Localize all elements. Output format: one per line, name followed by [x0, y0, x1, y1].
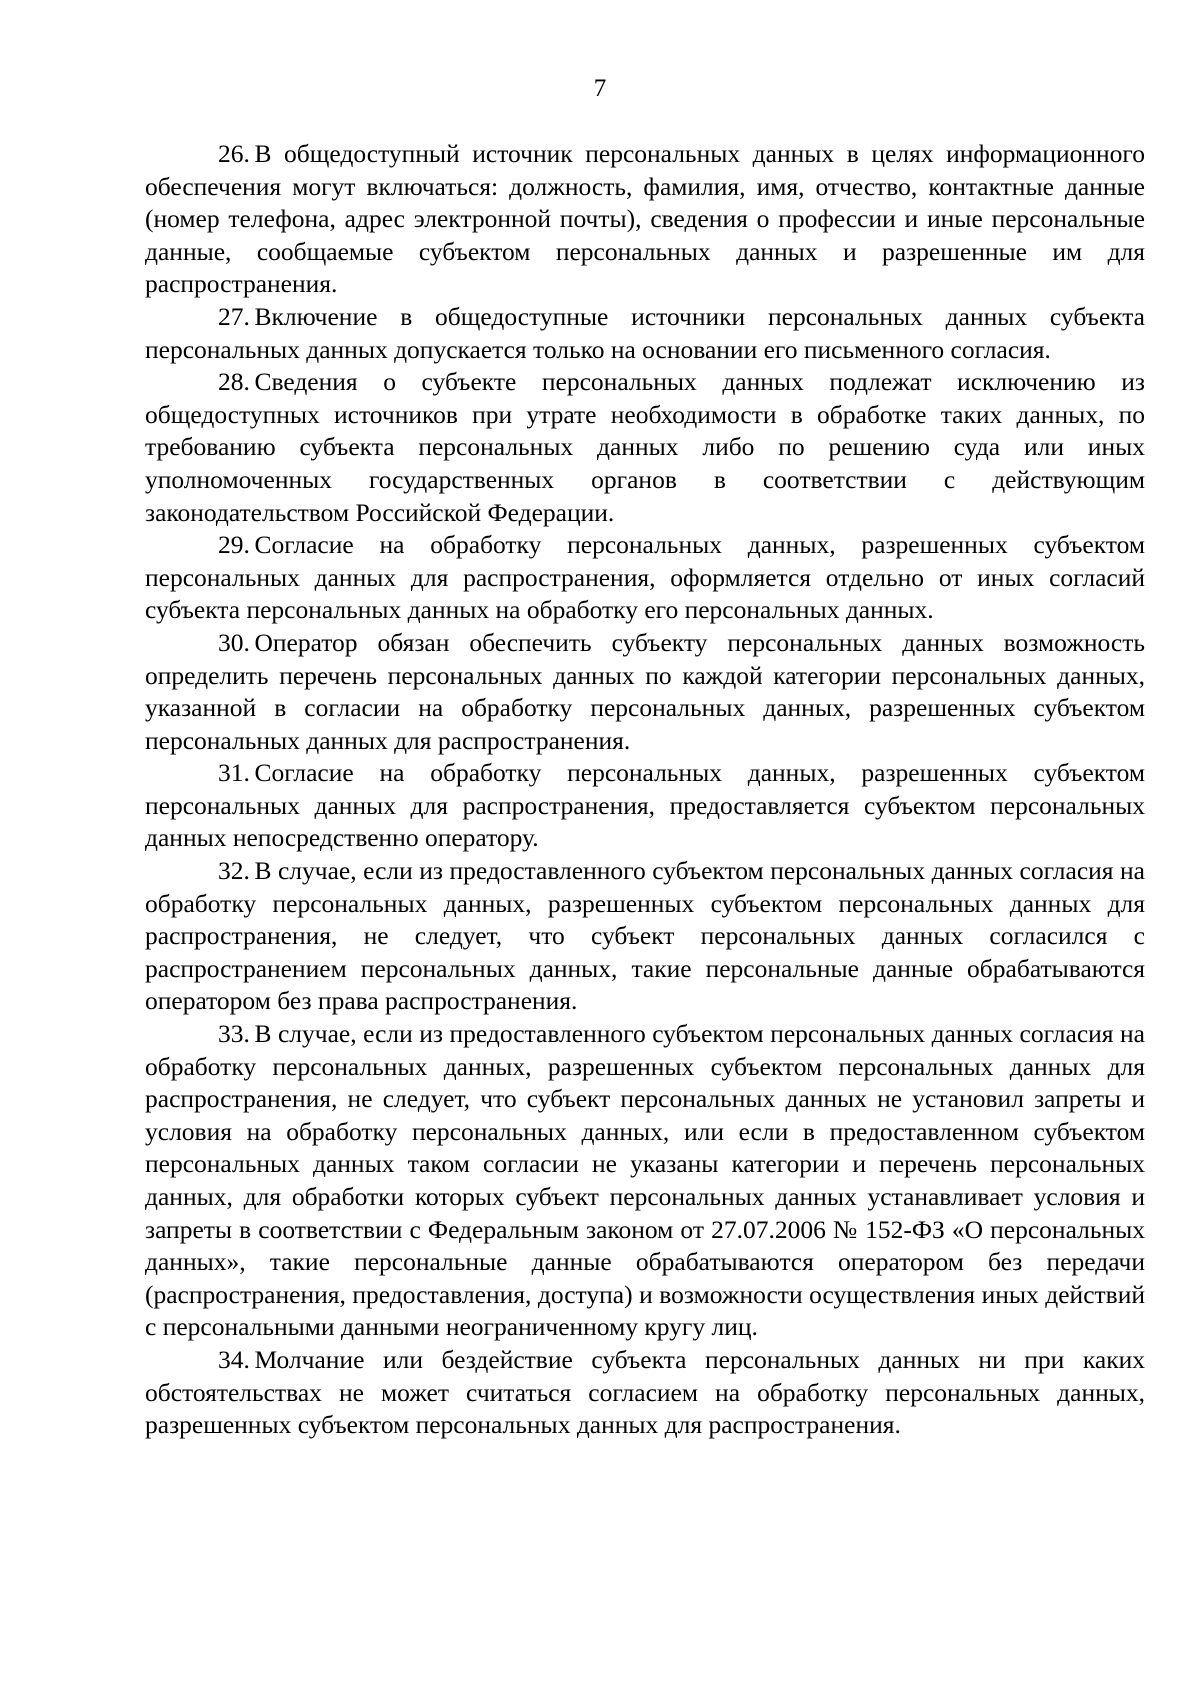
document-body — [145, 138, 1145, 1442]
paragraph-29 — [145, 529, 1145, 627]
paragraph-text: Молчание или бездействие субъекта персональных данных ни при каких обстоятельствах не может считаться согласием на обработку персональных данных, разрешенных субъектом персональных данных для распространения. — [145, 1344, 1145, 1440]
paragraph-34 — [145, 1344, 1145, 1442]
paragraph-text: В общедоступный источник персональных данных в целях информационного обеспечения могут включаться: должность, фамилия, имя, отчество, контактные данные (номер телефона, адрес электронной почты), сведения о профессии и иные персональные данные, сообщаемые субъектом персональных данных и разрешенные им для распространения. — [145, 139, 1145, 299]
paragraph-number: 32. — [218, 856, 250, 886]
paragraph-number: 34. — [218, 1344, 250, 1374]
paragraph-27 — [145, 301, 1145, 366]
page-number: 7 — [593, 75, 607, 102]
paragraph-28 — [145, 366, 1145, 529]
paragraph-text: В случае, если из предоставленного субъектом персональных данных согласия на обработку персональных данных, разрешенных субъектом персональных данных для распространения, не следует, что субъект персональных данных согласился с распространением персональных данных, такие персональные данные обрабатываются оператором без права распространения. — [145, 856, 1145, 1016]
paragraph-number: 33. — [218, 1019, 250, 1049]
paragraph-number: 28. — [218, 367, 250, 397]
paragraph-31 — [145, 757, 1145, 855]
paragraph-26 — [145, 138, 1145, 301]
paragraph-text: Согласие на обработку персональных данных, разрешенных субъектом персональных данных для распространения, оформляется отдельно от иных согласий субъекта персональных данных на обработку его персональных данных. — [145, 530, 1145, 625]
paragraph-text: Оператор обязан обеспечить субъекту персональных данных возможность определить перечень персональных данных по каждой категории персональных данных, указанной в согласии на обработку персональных данных, разрешенных субъектом персональных данных для распространения. — [145, 627, 1145, 755]
paragraph-number: 29. — [218, 530, 250, 560]
paragraph-number: 27. — [218, 301, 250, 331]
paragraph-33 — [145, 1018, 1145, 1344]
paragraph-number: 30. — [218, 627, 250, 657]
paragraph-number: 31. — [218, 758, 250, 788]
paragraph-30 — [145, 627, 1145, 757]
paragraph-32 — [145, 855, 1145, 1018]
paragraph-text: Сведения о субъекте персональных данных подлежат исключению из общедоступных источников при утрате необходимости в обработке таких данных, по требованию субъекта персональных данных либо по решению суда или иных уполномоченных государственных органов в соответствии с действующим законодательством Российской Федерации. — [145, 367, 1145, 527]
paragraph-number: 26. — [218, 139, 250, 168]
paragraph-text: В случае, если из предоставленного субъектом персональных данных согласия на обработку персональных данных, разрешенных субъектом персональных данных для распространения, не следует, что субъект персональных данных не установил запреты и условия на обработку персональных данных, или если в предоставленном субъектом персональных данных таком согласии не указаны категории и перечень персональных данных, для обработки которых субъект персональных данных устанавливает условия и запреты в соответствии с Федеральным законом от 27.07.2006 № 152-ФЗ «О персональных данных», такие персональные данные обрабатываются оператором без передачи (распространения, предоставления, доступа) и возможности осуществления иных действий с персональными данными неограниченному кругу лиц. — [145, 1019, 1145, 1342]
paragraph-text: Включение в общедоступные источники персональных данных субъекта персональных данных допускается только на основании его письменного согласия. — [145, 301, 1145, 364]
paragraph-text: Согласие на обработку персональных данных, разрешенных субъектом персональных данных для распространения, предоставляется субъектом персональных данных непосредственно оператору. — [145, 758, 1145, 853]
